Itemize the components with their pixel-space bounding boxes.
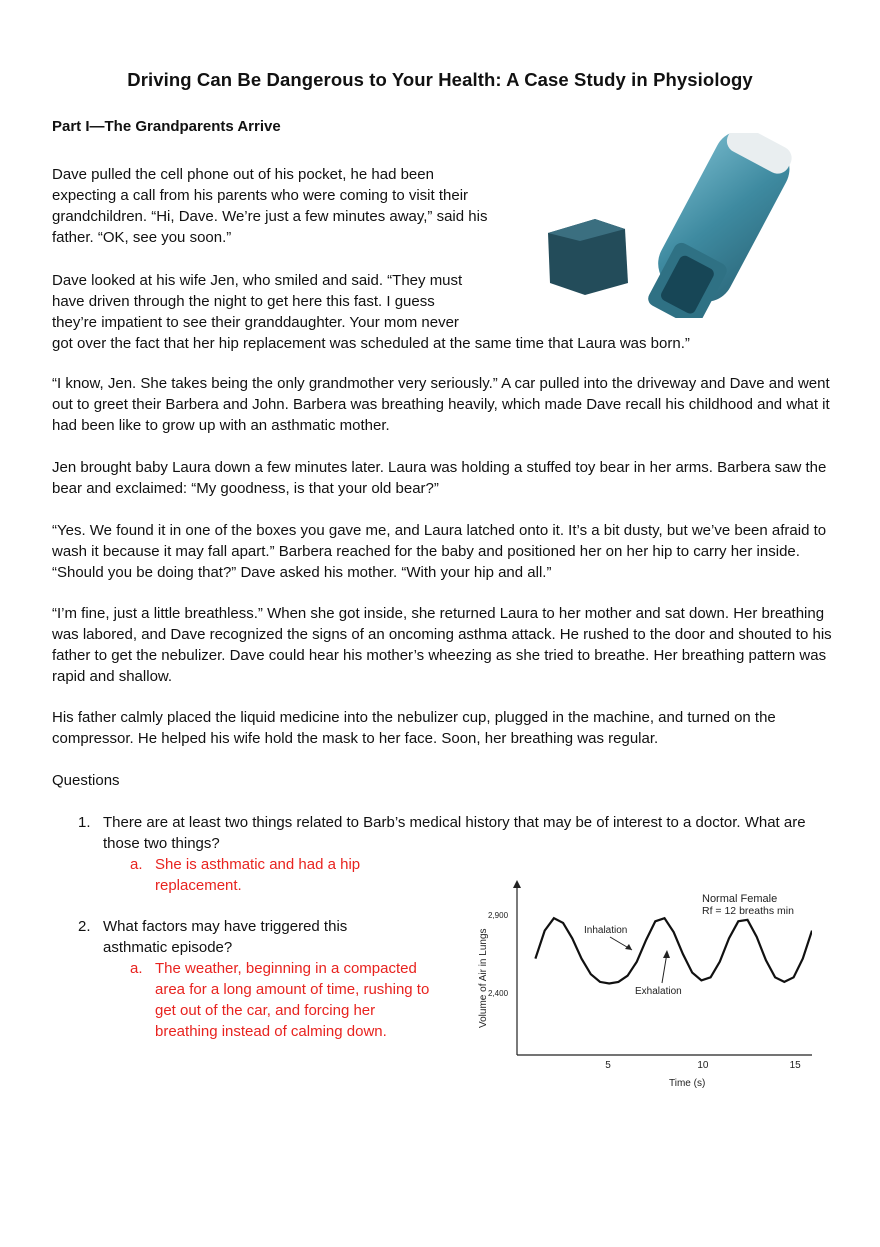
question-number: 1. <box>78 814 91 831</box>
paragraph-1: Dave pulled the cell phone out of his pocket, he had been expecting a call from his parents who were coming to visit their grandchildren. “Hi, Dave. We’re just a few minutes away,” said his father. “OK, see you soon.” <box>52 166 488 246</box>
annotation-inhalation: Inhalation <box>584 925 628 936</box>
y-tick-label: 2,900 <box>488 911 509 921</box>
x-tick-label: 15 <box>789 1060 801 1071</box>
chart-title: Normal Female <box>702 893 778 905</box>
question-text: There are at least two things related to Barb’s medical history that may be of interest to a doctor. What are those two things? <box>103 814 806 852</box>
paragraph-5: “Yes. We found it in one of the boxes you gave me, and Laura latched onto it. It’s a bit dusty, but we’ve been afraid to wash it because it may fall apart.” Barbera reached for the baby and positioned her on her hip to carry her inside. “Should you be doing that?” Dave asked his mother. “With your hip and all.” <box>52 522 827 581</box>
annotation-exhalation: Exhalation <box>635 986 682 997</box>
series-line-volume <box>535 918 812 983</box>
page-title: Driving Can Be Dangerous to Your Health: A Case Study in Physiology <box>127 69 753 90</box>
x-tick-label: 5 <box>605 1060 611 1071</box>
question-text: What factors may have triggered this asthmatic episode? <box>103 918 348 956</box>
x-tick-label: 10 <box>697 1060 709 1071</box>
part-heading: Part I—The Grandparents Arrive <box>52 118 281 135</box>
paragraph-2: Dave looked at his wife Jen, who smiled and said. “They must have driven through the night to get here this fast. I guess they’re impatient to see their granddaughter. Your mom never got over the fact that her hip replacement was scheduled at the same time that Laura was born.” <box>52 272 690 352</box>
x-axis-label: Time (s) <box>669 1078 706 1089</box>
y-tick-label: 2,400 <box>488 988 509 998</box>
answer-text: She is asthmatic and had a hip replacement. <box>155 856 361 894</box>
paragraph-6: “I’m fine, just a little breathless.” When she got inside, she returned Laura to her mother and sat down. Her breathing was labored, and Dave recognized the signs of an oncoming asthma attack. He rushed to the door and shouted to his father to get the nebulizer. Dave could hear his mother’s wheezing as she tried to breathe. Her breathing pattern was rapid and shallow. <box>52 605 832 685</box>
answer-letter: a. <box>130 960 143 977</box>
paragraph-3: “I know, Jen. She takes being the only grandmother very seriously.” A car pulled into the driveway and Dave and went out to greet their Barbera and John. Barbera was breathing heavily, which made Dave recall his childhood and what it had been like to grow up with an asthmatic mother. <box>52 375 830 434</box>
breathing-chart <box>462 878 812 1098</box>
y-axis-arrow <box>513 880 521 888</box>
paragraph-4: Jen brought baby Laura down a few minutes later. Laura was holding a stuffed toy bear in her arms. Barbera saw the bear and exclaimed: “My goodness, is that your old bear?” <box>52 459 827 497</box>
question-number: 2. <box>78 918 91 935</box>
chart-subtitle: Rf = 12 breaths min <box>702 905 794 917</box>
y-axis-label: Volume of Air in Lungs <box>478 928 489 1028</box>
answer-text: The weather, beginning in a compacted area for a long amount of time, rushing to get out of the car, and forcing her breathing instead of calming down. <box>155 960 430 1040</box>
answer-letter: a. <box>130 856 143 873</box>
questions-label: Questions <box>52 772 120 789</box>
paragraph-7: His father calmly placed the liquid medicine into the nebulizer cup, plugged in the machine, and turned on the compressor. He helped his wife hold the mask to her face. Soon, her breathing was regular. <box>52 709 776 747</box>
